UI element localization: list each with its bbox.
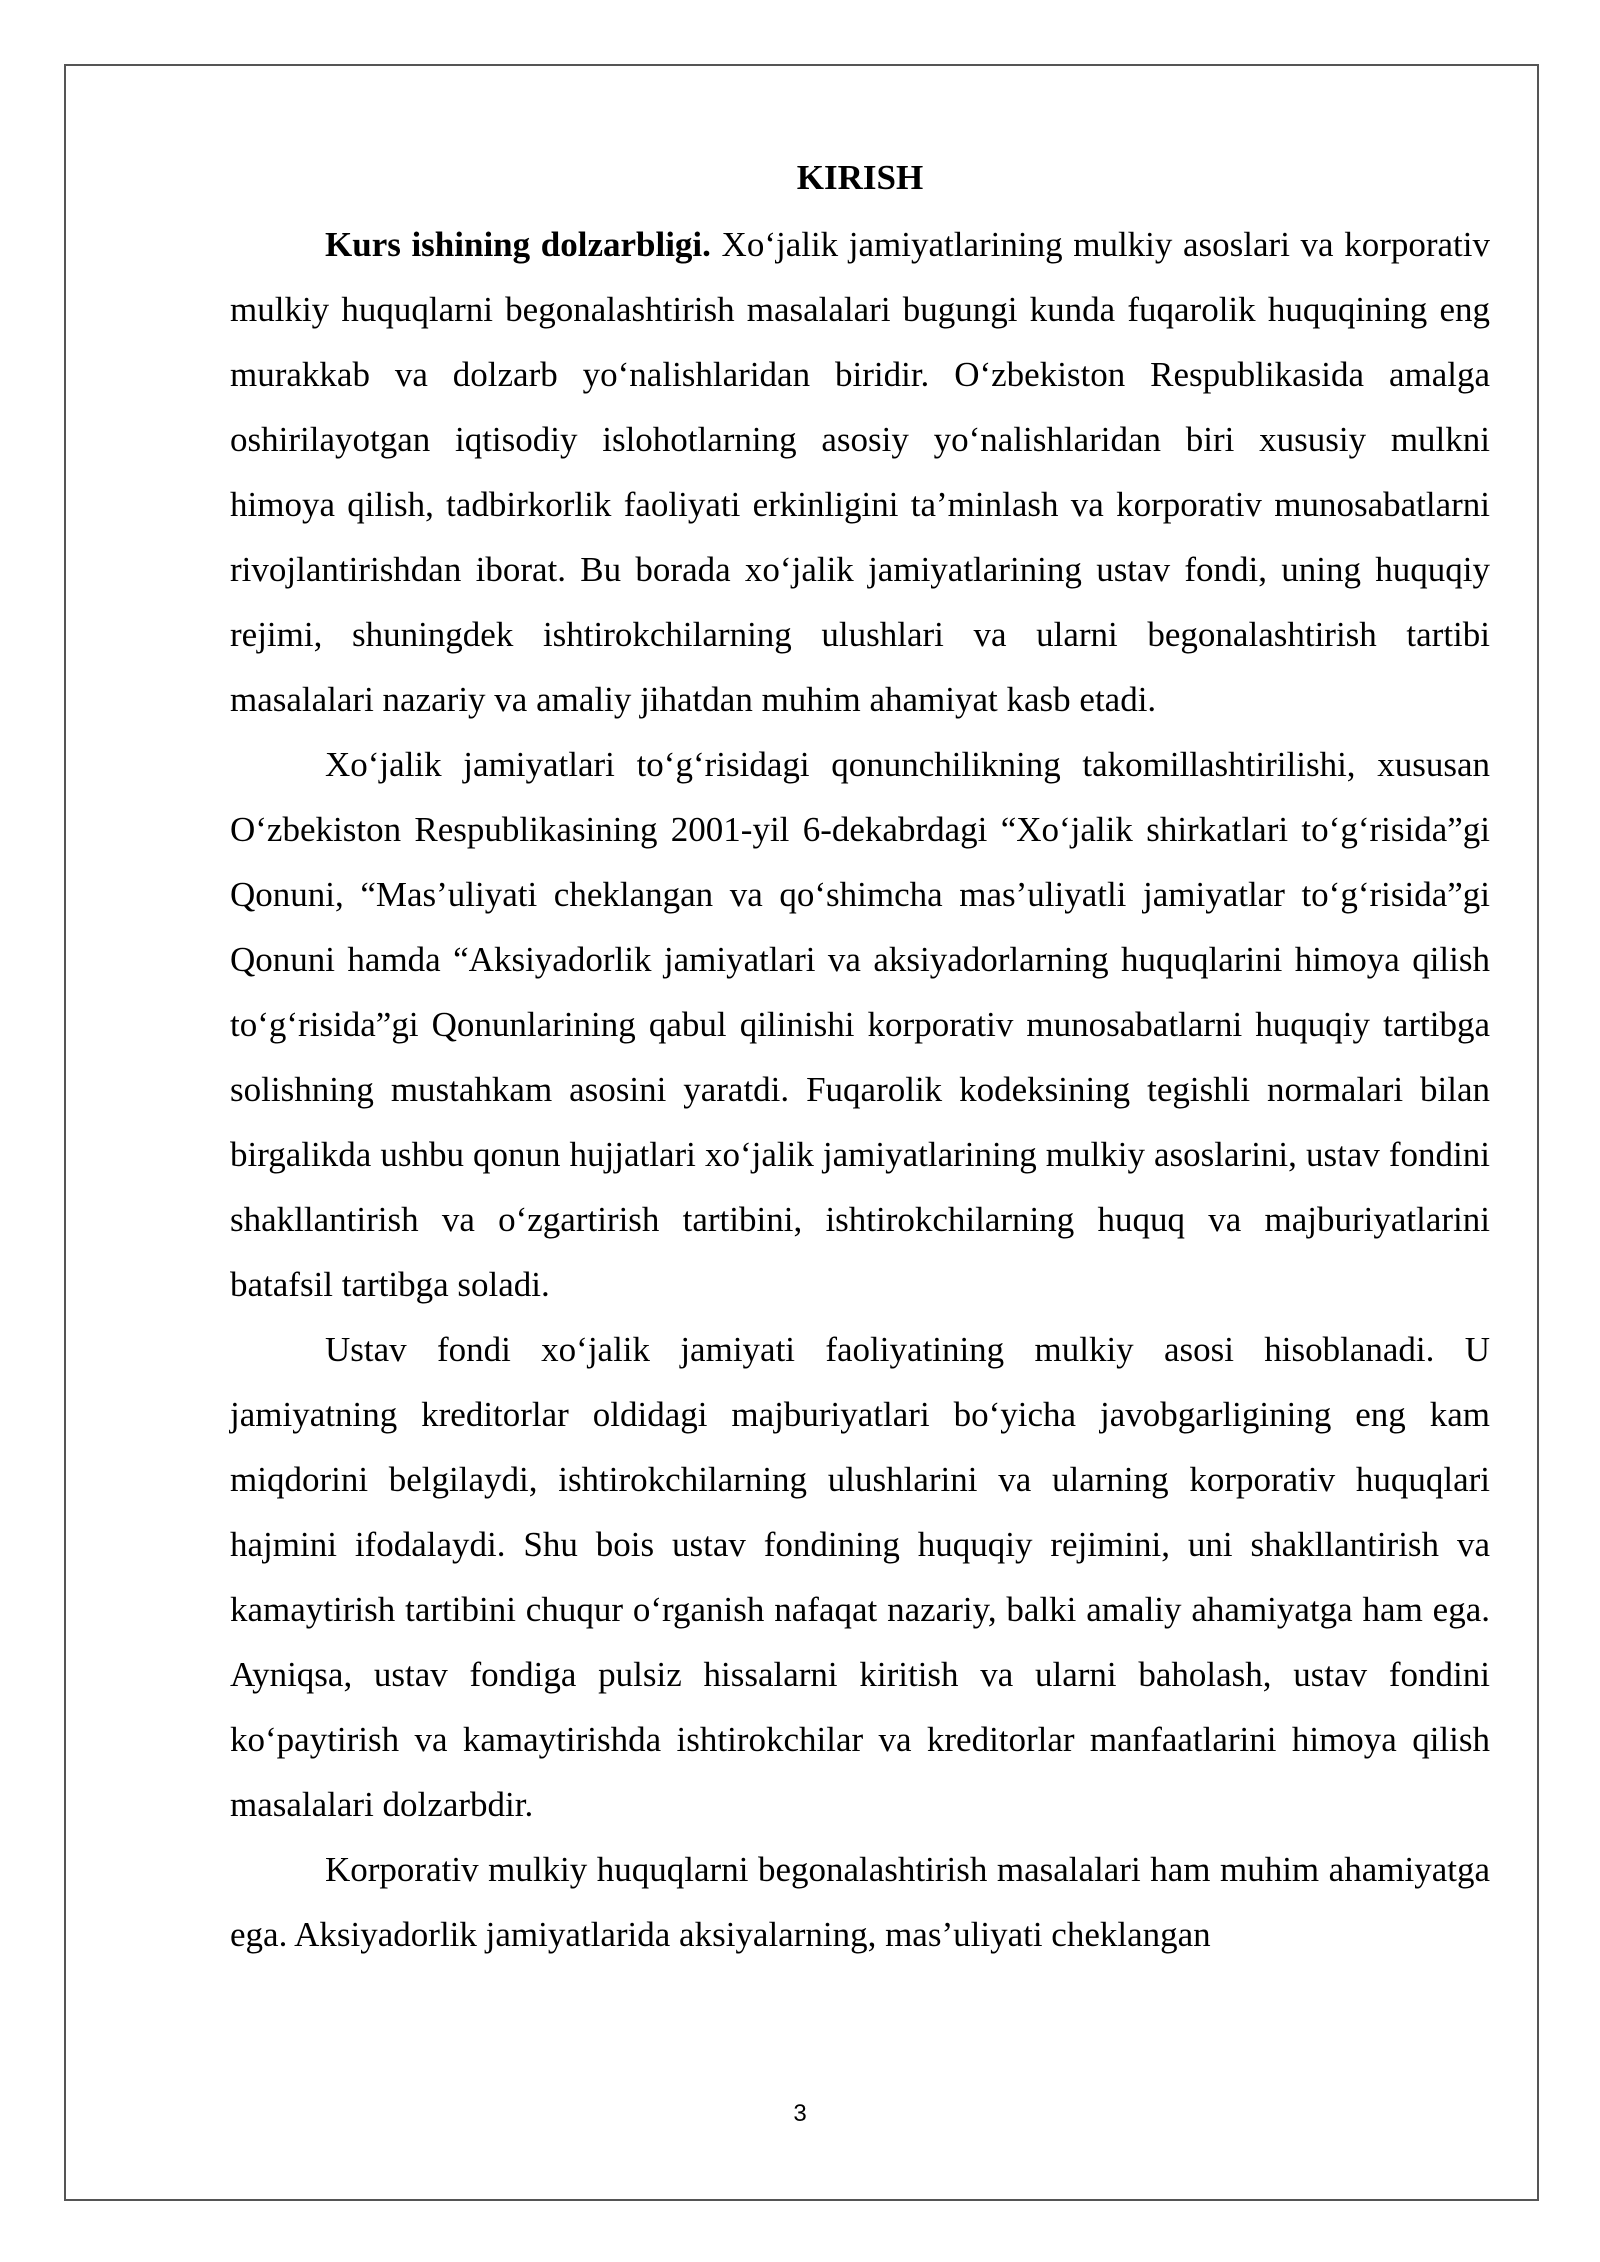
page-number: 3 <box>793 2100 807 2127</box>
page-title: KIRISH <box>796 158 924 197</box>
paragraph-charter-fund <box>230 1317 1490 1837</box>
paragraph-text: Xo‘jalik jamiyatlari to‘g‘risidagi qonunchilikning takomillashtirilishi, xususan O‘zbekiston Respublikasining 2001-yil 6-dekabrdagi “Xo‘jalik shirkatlari to‘g‘risida”gi Qonuni, “Mas’uliyati cheklangan va qo‘shimcha mas’uliyatli jamiyatlar to‘g‘risida”gi Qonuni hamda “Aksiyadorlik jamiyatlari va aksiyadorlarning huquqlarini himoya qilish to‘g‘risida”gi Qonunlarining qabul qilinishi korporativ munosabatlarni huquqiy tartibga solishning mustahkam asosini yaratdi. Fuqarolik kodeksining tegishli normalari bilan birgalikda ushbu qonun hujjatlari xo‘jalik jamiyatlarining mulkiy asoslarini, ustav fondini shakllantirish va o‘zgartirish tartibini, ishtirokchilarning huquq va majburiyatlarini batafsil tartibga soladi. <box>230 745 1490 1304</box>
paragraph-text: Ustav fondi xo‘jalik jamiyati faoliyatining mulkiy asosi hisoblanadi. U jamiyatning kreditorlar oldidagi majburiyatlari bo‘yicha javobgarligining eng kam miqdorini belgilaydi, ishtirokchilarning ulushlarini va ularning korporativ huquqlari hajmini ifodalaydi. Shu bois ustav fondining huquqiy rejimini, uni shakllantirish va kamaytirish tartibini chuqur o‘rganish nafaqat nazariy, balki amaliy ahamiyatga ham ega. Ayniqsa, ustav fondiga pulsiz hissalarni kiritish va ularni baholash, ustav fondini ko‘paytirish va kamaytirishda ishtirokchilar va kreditorlar manfaatlarini himoya qilish masalalari dolzarbdir. <box>230 1330 1490 1824</box>
document-body <box>230 148 1490 1967</box>
paragraph-text: Korporativ mulkiy huquqlarni begonalashtirish masalalari ham muhim ahamiyatga ega. Aksiyadorlik jamiyatlarida aksiyalarning, mas’uliyati cheklangan <box>230 1850 1490 1954</box>
paragraph-relevance <box>230 212 1490 732</box>
paragraph-lead: Kurs ishining dolzarbligi. <box>325 225 711 264</box>
paragraph-text: Xo‘jalik jamiyatlarining mulkiy asoslari va korporativ mulkiy huquqlarni begonalashtirish masalalari bugungi kunda fuqarolik huquqining eng murakkab va dolzarb yo‘nalishlaridan biridir. O‘zbekiston Respublikasida amalga oshirilayotgan iqtisodiy islohotlarning asosiy yo‘nalishlaridan biri xususiy mulkni himoya qilish, tadbirkorlik faoliyati erkinligini ta’minlash va korporativ munosabatlarni rivojlantirishdan iborat. Bu borada xo‘jalik jamiyatlarining ustav fondi, uning huquqiy rejimi, shuningdek ishtirokchilarning ulushlari va ularni begonalashtirish tartibi masalalari nazariy va amaliy jihatdan muhim ahamiyat kasb etadi. <box>230 225 1490 719</box>
paragraph-legislation <box>230 732 1490 1317</box>
paragraph-alienation <box>230 1837 1490 1967</box>
